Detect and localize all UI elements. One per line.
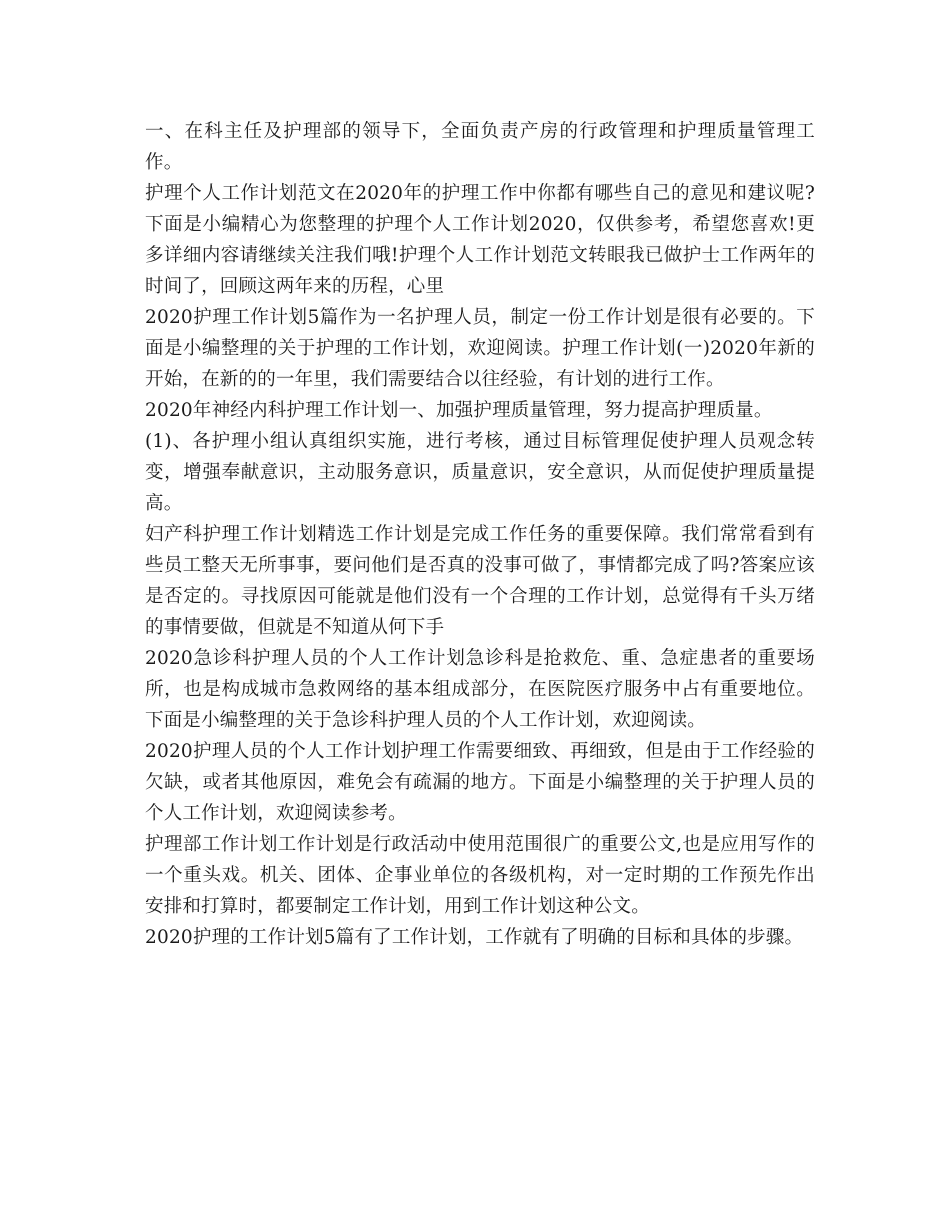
paragraph-5: (1)、各护理小组认真组织实施，进行考核，通过目标管理促使护理人员观念转变，增强奉献意识，主动服务意识，质量意识，安全意识，从而促使护理质量提高。 — [145, 431, 815, 514]
paragraph-4: 2020年神经内科护理工作计划一、加强护理质量管理，努力提高护理质量。 — [145, 400, 773, 421]
paragraph-7: 2020急诊科护理人员的个人工作计划急诊科是抢救危、重、急症患者的重要场所，也是构成城市急救网络的基本组成部分，在医院医疗服务中占有重要地位。下面是小编整理的关于急诊科护理人员的个人工作计划，欢迎阅读。 — [145, 648, 815, 731]
paragraph-1: 一、在科主任及护理部的领导下，全面负责产房的行政管理和护理质量管理工作。 — [145, 121, 815, 173]
document-body — [145, 116, 815, 953]
paragraph-6: 妇产科护理工作计划精选工作计划是完成工作任务的重要保障。我们常常看到有些员工整天无所事事，要问他们是否真的没事可做了，事情都完成了吗?答案应该是否定的。寻找原因可能就是他们没有一个合理的工作计划，总觉得有千头万绪的事情要做，但就是不知道从何下手 — [145, 524, 815, 638]
paragraph-2: 护理个人工作计划范文在2020年的护理工作中你都有哪些自己的意见和建议呢?下面是小编精心为您整理的护理个人工作计划2020，仅供参考，希望您喜欢!更多详细内容请继续关注我们哦!护理个人工作计划范文转眼我已做护士工作两年的时间了，回顾这两年来的历程，心里 — [145, 183, 815, 297]
paragraph-3: 2020护理工作计划5篇作为一名护理人员，制定一份工作计划是很有必要的。下面是小编整理的关于护理的工作计划，欢迎阅读。护理工作计划(一)2020年新的开始，在新的的一年里，我们需要结合以往经验，有计划的进行工作。 — [145, 307, 815, 390]
paragraph-8: 2020护理人员的个人工作计划护理工作需要细致、再细致，但是由于工作经验的欠缺，或者其他原因，难免会有疏漏的地方。下面是小编整理的关于护理人员的个人工作计划，欢迎阅读参考。 — [145, 741, 815, 824]
paragraph-10: 2020护理的工作计划5篇有了工作计划，工作就有了明确的目标和具体的步骤。 — [145, 927, 804, 948]
paragraph-9: 护理部工作计划工作计划是行政活动中使用范围很广的重要公文,也是应用写作的一个重头戏。机关、团体、企事业单位的各级机构，对一定时期的工作预先作出安排和打算时，都要制定工作计划，用到工作计划这种公文。 — [145, 834, 815, 917]
